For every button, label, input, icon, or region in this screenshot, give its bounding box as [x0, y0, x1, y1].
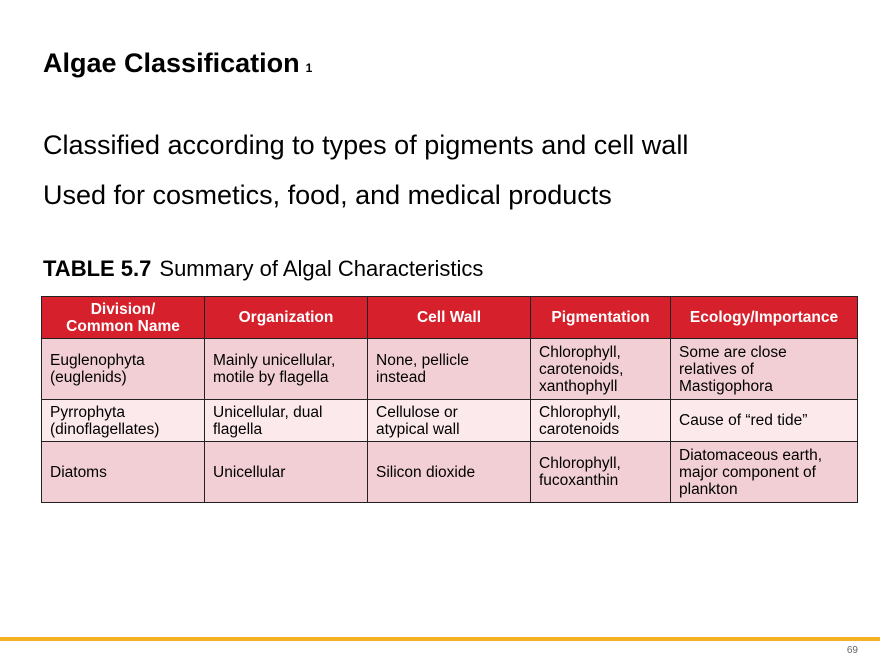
table-cell: Chlorophyll, fucoxanthin — [531, 442, 671, 503]
table-caption-label: TABLE 5.7 — [43, 256, 152, 281]
slide-title — [43, 48, 312, 79]
header-organization: Organization — [205, 297, 368, 339]
table-cell: Pyrrophyta (dinoflagellates) — [42, 400, 205, 442]
table-cell: Euglenophyta (euglenids) — [42, 339, 205, 400]
header-pigmentation: Pigmentation — [531, 297, 671, 339]
table-cell: Some are close relatives of Mastigophora — [671, 339, 858, 400]
algae-table — [41, 296, 858, 503]
page-number: 69 — [846, 645, 858, 656]
table-cell: Chlorophyll, carotenoids — [531, 400, 671, 442]
table-row-euglenophyta — [42, 339, 858, 400]
table-row-diatoms — [42, 442, 858, 503]
slide-title-superscript: 1 — [305, 61, 313, 75]
table-cell: Cause of “red tide” — [671, 400, 858, 442]
header-division: Division/ Common Name — [42, 297, 205, 339]
table-cell: Diatomaceous earth, major component of plankton — [671, 442, 858, 503]
bullet-uses: Used for cosmetics, food, and medical products — [43, 180, 612, 210]
bullet-pigments: Classified according to types of pigments and cell wall — [43, 130, 689, 160]
header-cell-wall: Cell Wall — [368, 297, 531, 339]
table-cell: Unicellular — [205, 442, 368, 503]
table-cell: Unicellular, dual flagella — [205, 400, 368, 442]
table-header-row — [42, 297, 858, 339]
footer-accent-bar — [0, 637, 880, 641]
table-cell: Chlorophyll, carotenoids, xanthophyll — [531, 339, 671, 400]
header-ecology: Ecology/Importance — [671, 297, 858, 339]
table-cell: None, pellicle instead — [368, 339, 531, 400]
table-cell: Silicon dioxide — [368, 442, 531, 503]
table-cell: Cellulose or atypical wall — [368, 400, 531, 442]
table-row-pyrrophyta — [42, 400, 858, 442]
table-caption — [43, 256, 483, 282]
table-cell: Diatoms — [42, 442, 205, 503]
slide-title-text: Algae Classification — [43, 48, 300, 78]
table-cell: Mainly unicellular, motile by flagella — [205, 339, 368, 400]
table-caption-text: Summary of Algal Characteristics — [159, 256, 484, 281]
